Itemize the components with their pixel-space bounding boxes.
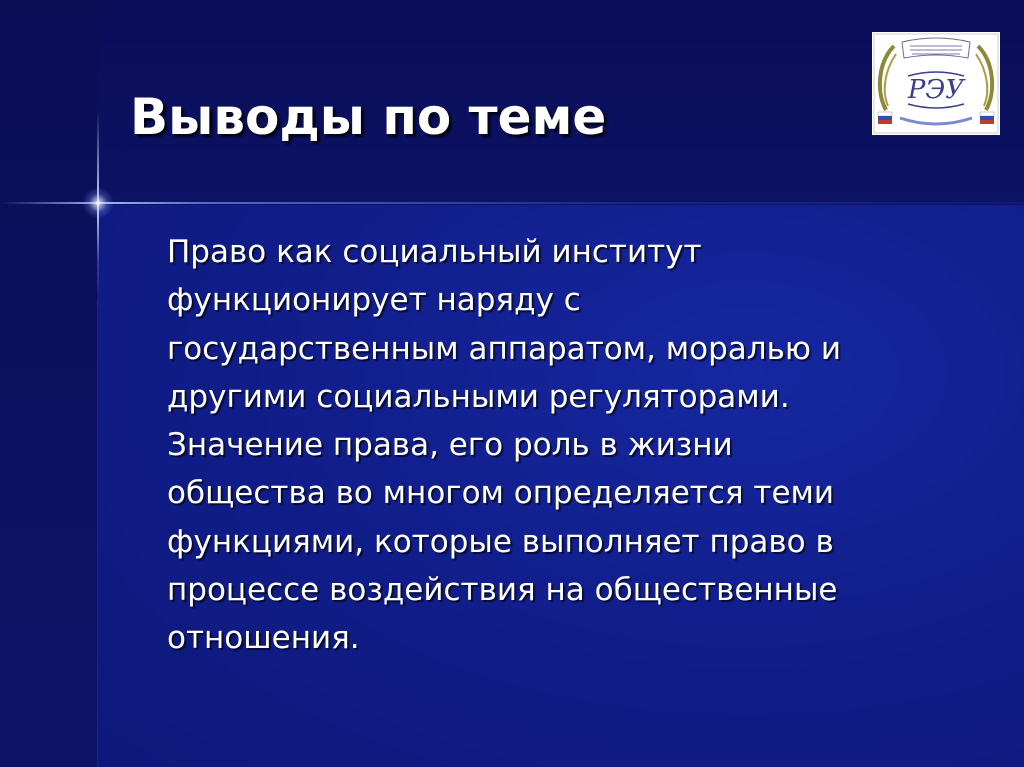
body-line: другими социальными регуляторами. (167, 378, 790, 415)
svg-text:РЭУ: РЭУ (907, 75, 965, 105)
slide-body-text (167, 228, 957, 663)
divider-horizontal (0, 202, 1024, 204)
divider-vertical-faint (97, 300, 98, 767)
body-line: процессе воздействия на общественные (167, 572, 838, 609)
sparkle-icon (82, 187, 114, 219)
body-line: отношения. (167, 620, 360, 657)
left-panel (0, 0, 98, 767)
slide-title: Выводы по теме (130, 88, 607, 146)
body-line: Значение права, его роль в жизни (167, 427, 733, 464)
university-emblem-icon (872, 32, 1000, 135)
body-line: функционирует наряду с (167, 282, 581, 319)
body-line: функциями, которые выполняет право в (167, 523, 834, 560)
body-line: общества во многом определяется теми (167, 475, 835, 512)
body-line: Право как социальный институт (167, 234, 702, 270)
body-line: государственным аппаратом, моралью и (167, 330, 841, 367)
